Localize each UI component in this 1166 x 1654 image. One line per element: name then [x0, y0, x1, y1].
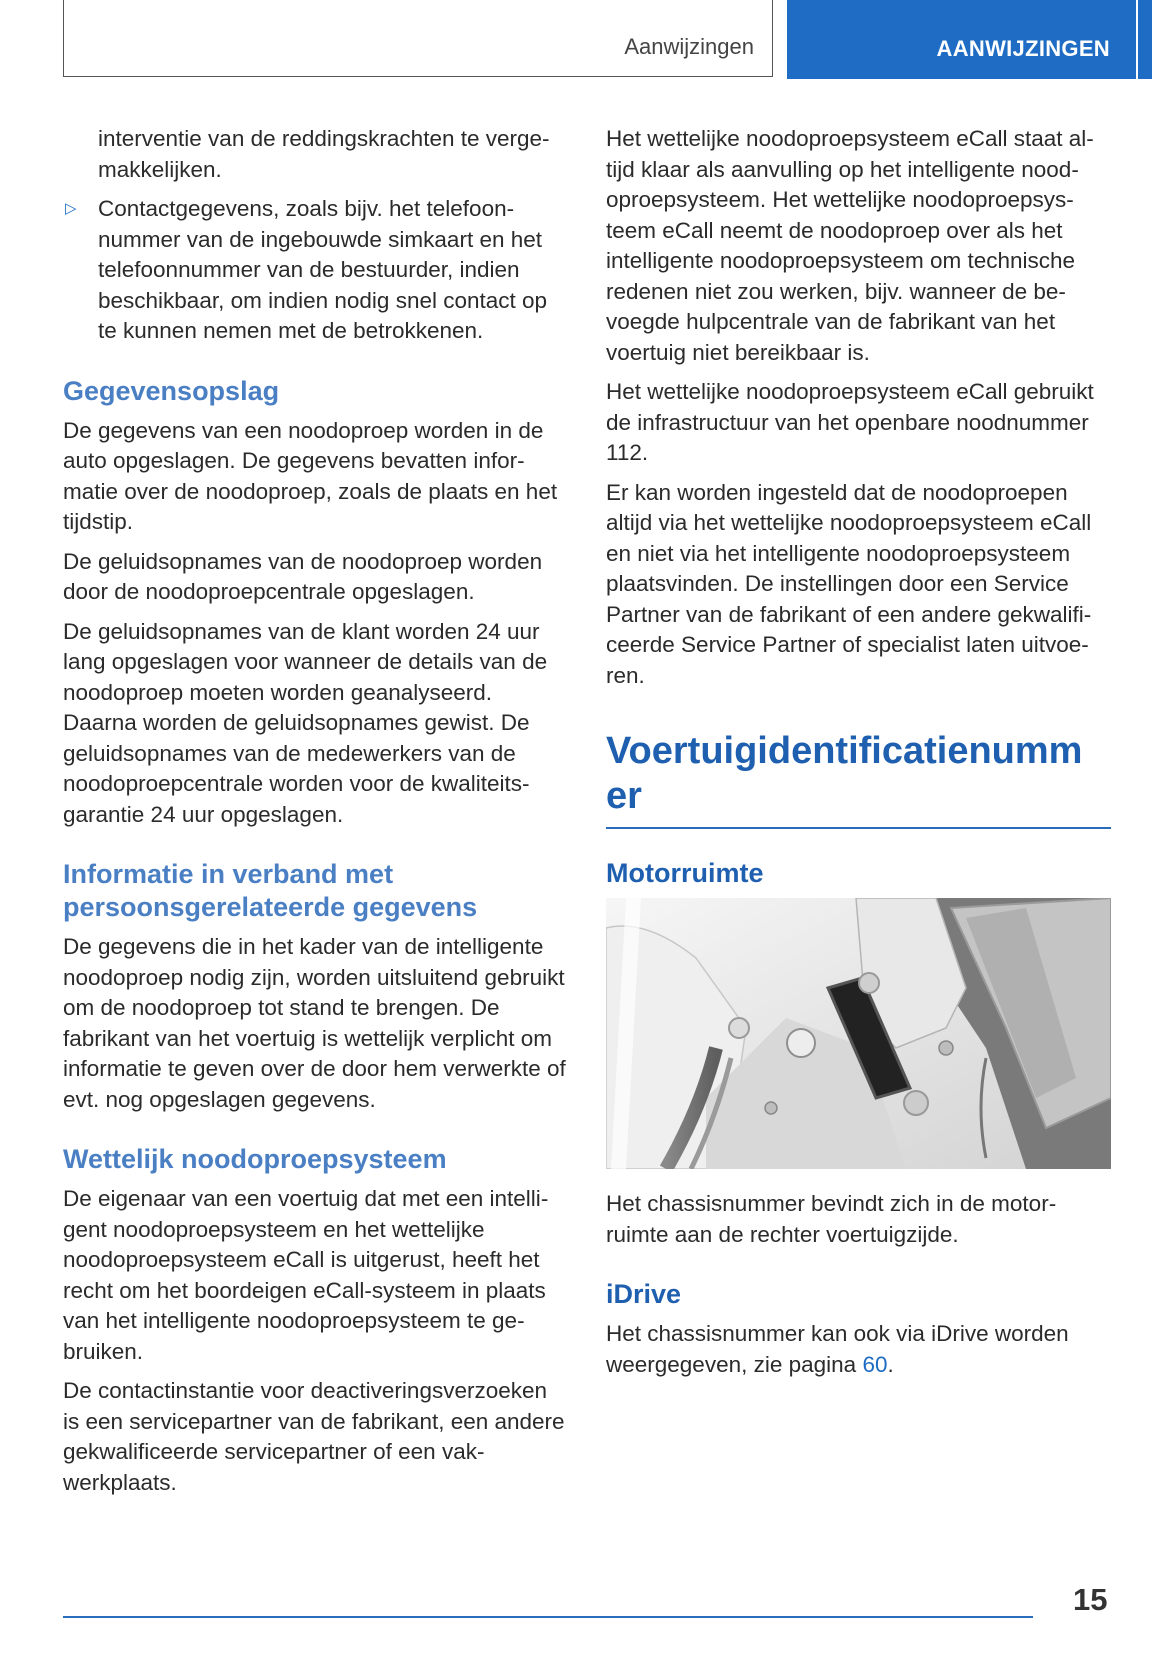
page-number: 15 — [1073, 1582, 1108, 1617]
heading-wettelijk: Wettelijk noodoproepsysteem — [63, 1144, 447, 1174]
left-column — [63, 124, 568, 1507]
engine-bay-illustration — [606, 898, 1111, 1169]
heading-motorruimte: Motorruimte — [606, 858, 764, 888]
page-reference-link[interactable]: 60 — [862, 1351, 888, 1377]
paragraph: Het wettelijke noodoproepsysteem eCall gebruikt de infrastructuur van het openbare noodnummer 112. — [606, 379, 1094, 465]
paragraph: Het wettelijke noodoproepsysteem eCall staat altijd klaar als aanvulling op het intelligente noodoproepsysteem. Het wettelijke noodoproepsysteem eCall neemt de noodoproep over als het intelligente noodoproepsysteem om technische redenen niet zou werken, bijv. wanneer de bevoegde hulpcentrale van de fabrikant van het voertuig niet bereikbaar is. — [606, 126, 1094, 365]
paragraph: De eigenaar van een voertuig dat met een intelligent noodoproepsysteem en het wettelijke noodoproepsysteem eCall is uitgerust, heeft het recht om het boordeigen eCall-systeem in plaats van het intelligente noodoproepsysteem te gebruiken. — [63, 1186, 549, 1364]
paragraph: De gegevens van een noodoproep worden in de auto opgeslagen. De gegevens bevatten informatie over de noodoproep, zoals de plaats en het tijdstip. — [63, 417, 558, 534]
footer-rule — [63, 1616, 1033, 1618]
list-item — [63, 194, 568, 347]
paragraph: De geluidsopnames van de klant worden 24 uur lang opgeslagen voor wanneer de details van de noodoproep moeten worden geanalyseerd. Daarna worden de geluidsopnames gewist. De geluidsopnames van de medewerkers van de noodoproepcentrale worden voor de kwaliteitsgarantie 24 uur opgeslagen. — [63, 618, 548, 827]
paragraph: De contactinstantie voor deactiveringsverzoeken is een servicepartner van de fabrikant, een andere gekwalificeerde servicepartner of een vakwerkplaats. — [63, 1378, 565, 1495]
heading-vin: Voertuigidentificatienumm er — [606, 729, 1111, 829]
header-frame — [63, 0, 773, 77]
paragraph-idrive — [606, 1319, 1111, 1380]
tab-stripe — [1136, 0, 1138, 79]
heading-idrive: iDrive — [606, 1279, 682, 1309]
paragraph: De gegevens die in het kader van de intelligente noodoproep nodig zijn, worden uitsluitend gebruikt om de noodoproep tot stand te brengen. De fabrikant van het voertuig is wettelijk verplicht om informatie te geven over de door hem verwerkte of evt. nog opgeslagen gegevens. — [63, 934, 566, 1112]
triangle-bullet-icon: ▷ — [65, 200, 77, 217]
engine-bay-drawing — [606, 898, 1111, 1169]
paragraph-idrive-text: Het chassisnummer kan ook via iDrive worden weergegeven, zie pagina — [606, 1321, 1069, 1377]
chapter-tab[interactable] — [787, 0, 1152, 79]
paragraph: Het chassisnummer bevindt zich in de motorruimte aan de rechter voertuigzijde. — [606, 1191, 1057, 1247]
paragraph-continued: interventie van de reddingskrachten te vergemakkelijken. — [98, 126, 550, 182]
list-item-text: Contactgegevens, zoals bijv. het telefoonnummer van de ingebouwde simkaart en het telefoonnummer van de bestuurder, indien beschikbaar, om indien nodig snel contact op te kunnen nemen met de betrokkenen. — [98, 196, 548, 343]
header-section-label: Aanwijzingen — [624, 34, 754, 59]
heading-informatie: Informatie in verband met persoonsgerelateerde gegevens — [63, 859, 478, 922]
heading-gegevensopslag: Gegevensopslag — [63, 375, 280, 406]
paragraph-idrive-suffix: . — [887, 1351, 894, 1377]
paragraph: Er kan worden ingesteld dat de noodoproepen altijd via het wettelijke noodoproepsysteem eCall en niet via het intelligente noodoproepsysteem plaatsvinden. De instellingen door een Service Partner van de fabrikant of een andere gekwalificeerde Service Partner of specialist laten uitvoeren. — [606, 479, 1092, 688]
right-column — [606, 124, 1111, 1389]
paragraph: De geluidsopnames van de noodoproep worden door de noodoproepcentrale opgeslagen. — [63, 548, 543, 604]
chapter-tab-label: AANWIJZINGEN — [936, 36, 1110, 61]
